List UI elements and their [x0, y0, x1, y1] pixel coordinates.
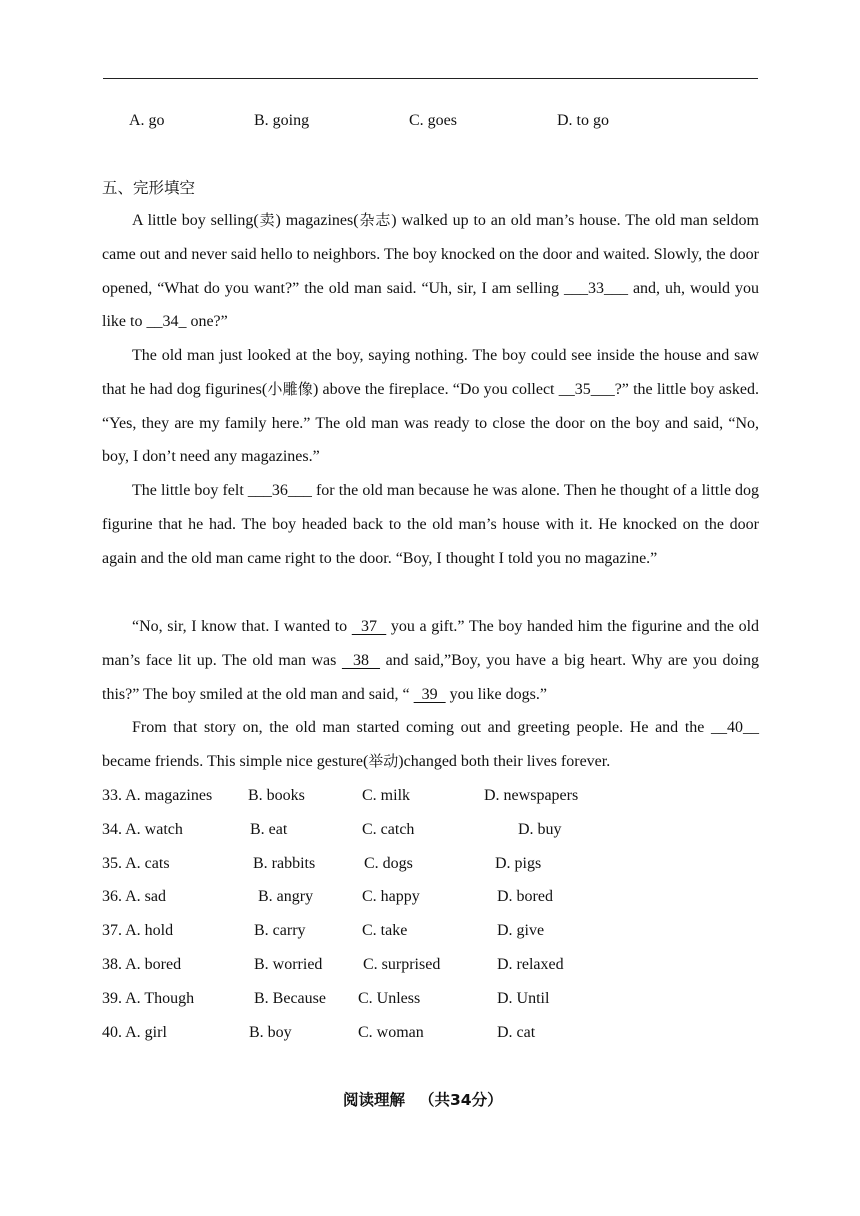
passage-paragraph-5: From that story on, the old man started coming out and greeting people. He and the __40__ became friends. This simple nice gesture(举动)changed both their lives forever. [102, 719, 759, 770]
passage-paragraph-1: A little boy selling(卖) magazines(杂志) walked up to an old man’s house. The old man seldom came out and never said hello to neighbors. The boy knocked on the door and waited. Slowly, the door opened, “What do you want?” the old man said. “Uh, sir, I am selling ___33___ and, uh, would you like to __34_ one?” [102, 211, 760, 331]
reading-section-score: （共34分） [419, 1091, 503, 1109]
reading-section-heading [343, 1090, 503, 1110]
option-b: B. going [254, 112, 310, 129]
blank-35: __35___ [558, 380, 615, 398]
blank-33: ___33___ [563, 279, 628, 297]
option-d: D. to go [557, 112, 609, 129]
reading-section-title: 阅读理解 [343, 1091, 406, 1109]
blank-39: 39 [413, 685, 446, 703]
section-five-heading: 五、完形填空 [102, 179, 196, 197]
passage-paragraph-4: “No, sir, I know that. I wanted to 37 you a gift.” The boy handed him the figurine and the old man’s face lit up. The old man was 38 and said,”Boy, you have a big heart. Why are you doing this?” The boy smiled at the old man and said, “ 39 you like dogs.” [102, 618, 760, 703]
blank-34: __34_ [146, 313, 187, 331]
passage-paragraph-2: The old man just looked at the boy, saying nothing. The boy could see inside the house and saw that he had dog figurines(小雕像) above the fireplace. “Do you collect __35___?” the little boy asked. “Yes, they are my family here.” The old man was ready to close the door on the boy and said, “No, boy, I don’t need any magazines.” [102, 347, 759, 466]
passage-paragraph-3: The little boy felt ___36___ for the old man because he was alone. Then he thought of a little dog figurine that he had. The boy headed back to the old man’s house with it. He knocked on the door again and the old man came right to the door. “Boy, I thought I told you no magazine.” [102, 482, 760, 567]
option-c: C. goes [409, 112, 457, 129]
blank-36: ___36___ [247, 482, 312, 499]
header-rule [103, 78, 758, 79]
option-a: A. go [129, 112, 165, 129]
blank-40: __40__ [711, 719, 759, 736]
blank-37: 37 [351, 618, 387, 635]
blank-38: 38 [341, 651, 381, 669]
